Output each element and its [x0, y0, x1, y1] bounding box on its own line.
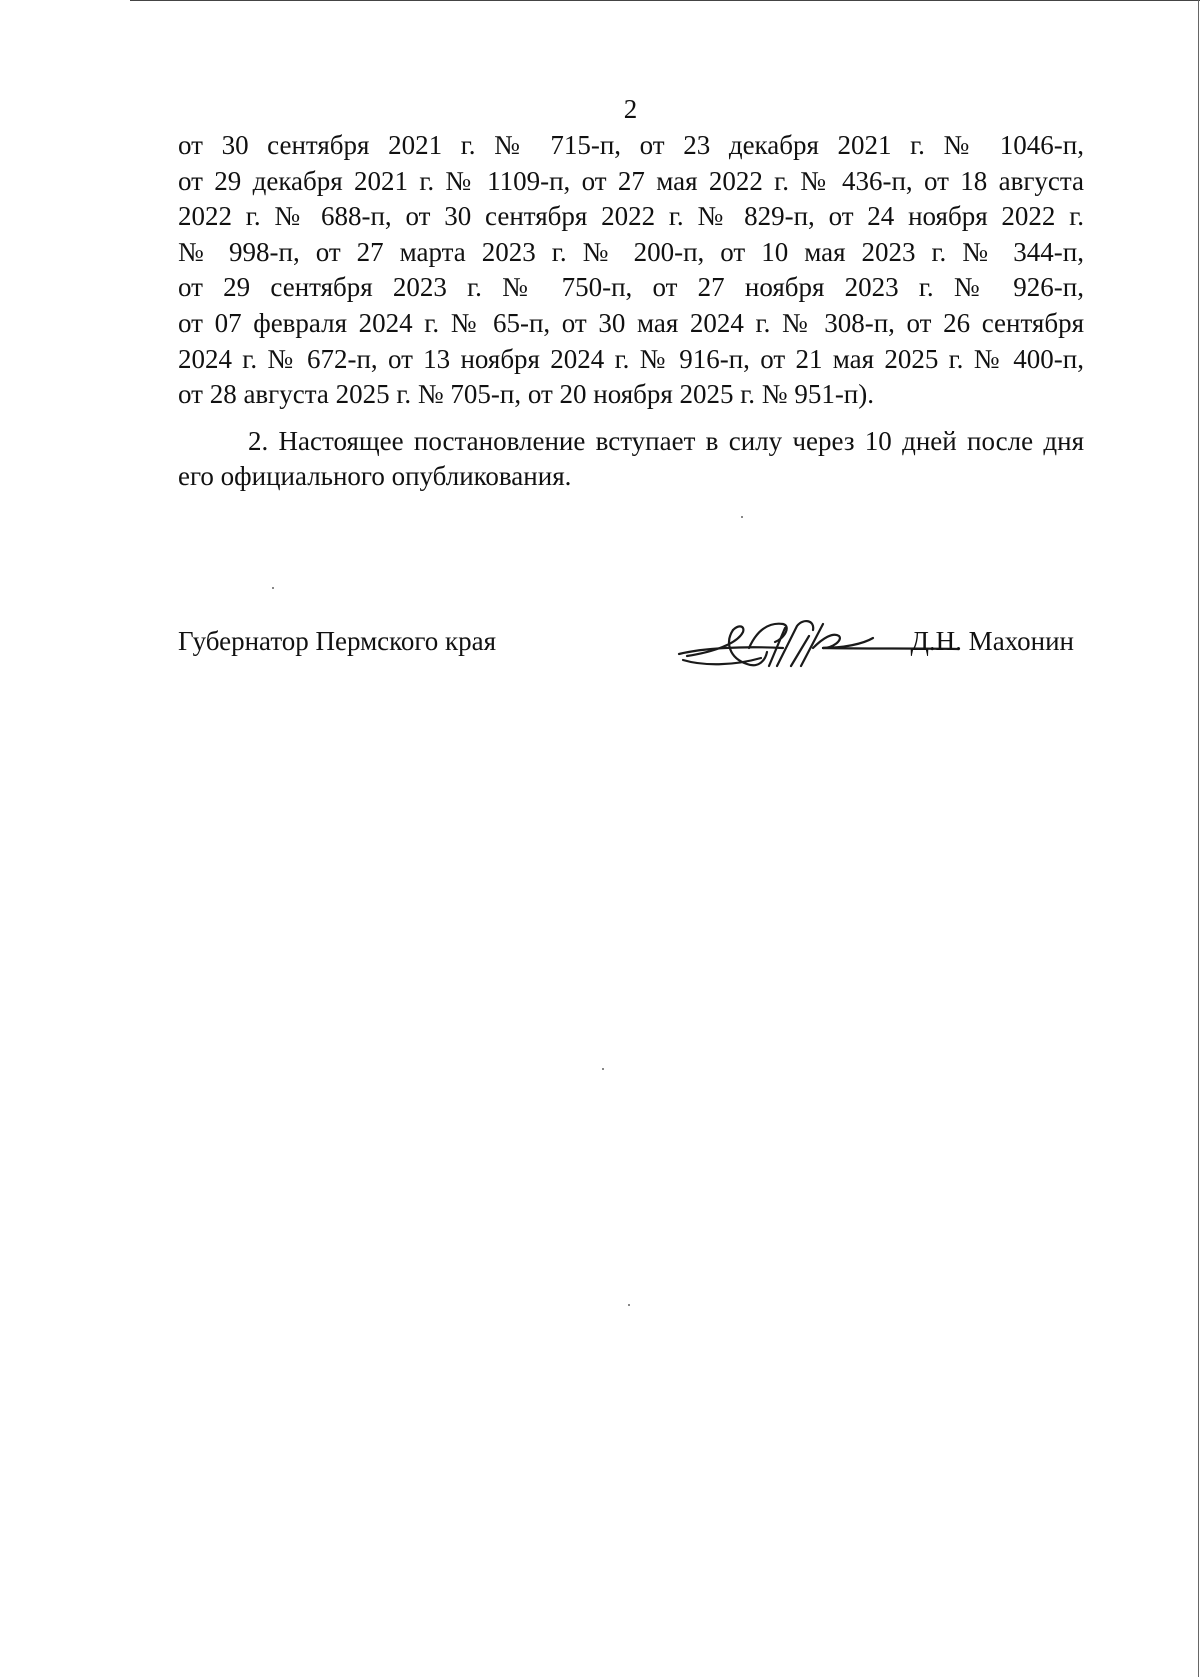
scan-speck [602, 1068, 604, 1070]
text-line: его официального опубликования. [178, 461, 572, 492]
paragraph-1 [178, 128, 1084, 413]
text-line: от 07 февраля 2024 г. № 65-п, от 30 мая 2024 г. № 308-п, от 26 сентября [178, 307, 1084, 338]
page-number: 2 [623, 94, 638, 124]
scan-speck [272, 587, 274, 589]
text-line: от 29 сентября 2023 г. № 750-п, от 27 ноября 2023 г. № 926-п, [178, 272, 1084, 303]
text-line: 2022 г. № 688-п, от 30 сентября 2022 г. № 829-п, от 24 ноября 2022 г. [178, 201, 1084, 232]
text-line: от 30 сентября 2021 г. № 715-п, от 23 декабря 2021 г. № 1046-п, [178, 130, 1084, 160]
text-line: от 28 августа 2025 г. № 705-п, от 20 ноября 2025 г. № 951-п). [178, 379, 875, 410]
text-line: 2024 г. № 672-п, от 13 ноября 2024 г. № 916-п, от 21 мая 2025 г. № 400-п, [178, 343, 1084, 374]
text-line: 2. Настоящее постановление вступает в силу через 10 дней после дня [248, 425, 1084, 456]
scan-speck [741, 516, 743, 518]
scan-right-edge [1198, 0, 1199, 1677]
text-line: от 29 декабря 2021 г. № 1109-п, от 27 мая 2022 г. № 436-п, от 18 августа [178, 165, 1084, 196]
signatory-name: Д.Н. Махонин [910, 626, 1074, 656]
document-body [178, 128, 1084, 495]
scan-speck [628, 1304, 630, 1306]
text-line: № 998-п, от 27 марта 2023 г. № 200-п, от 10 мая 2023 г. № 344-п, [178, 236, 1084, 267]
paragraph-2 [178, 424, 1084, 495]
scan-top-edge [130, 0, 1200, 1]
signature-block [178, 620, 1084, 680]
signatory-title: Губернатор Пермского края [178, 626, 497, 656]
